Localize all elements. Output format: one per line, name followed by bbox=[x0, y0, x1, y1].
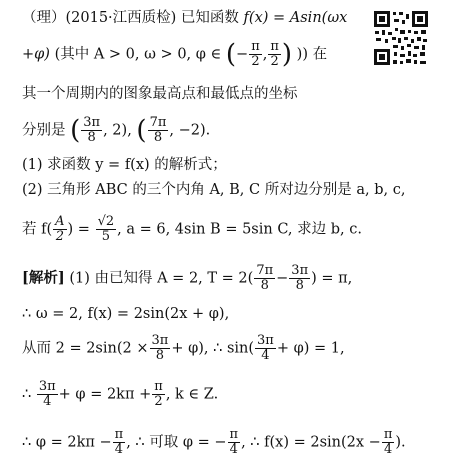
solution-line-4: ∴ $\frac{3\pi}{4}$ + φ = 2kπ + $\frac{\pi}{2}$ , k ∈ Z. bbox=[22, 379, 219, 409]
question-2-condition: 若 f( $\frac{A}{2}$ ) = $\frac{√2}{5}$ , a = 6, 4sin B = 5sin C, 求边 b, c. bbox=[22, 214, 362, 244]
solution-line-1: [解析] (1) 由已知得 A = 2, T = 2( $\frac{7\pi}{8}$ − $\frac{3\pi}{8}$ ) = π, bbox=[22, 263, 353, 293]
problem-line-1 bbox=[22, 8, 347, 28]
solution-line-2: ∴ ω = 2, f(x) = 2sin(2x + φ), bbox=[22, 306, 230, 322]
condition: (其中 A > 0, ω > 0, φ ∈ bbox=[54, 46, 222, 63]
problem-source: （理）(2015·江西质检) 已知函数 bbox=[22, 10, 239, 26]
solution-line-5: ∴ φ = 2kπ − $\frac{\pi}{4}$ , ∴ 可取 φ = − $\frac{\pi}{4}$ , ∴ f(x) = 2sin(2x − $\frac{\pi}{4}$ ). bbox=[22, 427, 406, 457]
problem-line-3: 其一个周期内的图象最高点和最低点的坐标 bbox=[22, 86, 298, 102]
problem-line-2: +φ) (其中 A > 0, ω > 0, φ ∈ (− $\frac{\pi}{2}$ , $\frac{\pi}{2}$ ) )) 在 bbox=[22, 39, 328, 70]
question-1: (1) 求函数 y = f(x) 的解析式； bbox=[22, 157, 227, 173]
qr-code-icon bbox=[373, 10, 429, 66]
point2-x: $\frac{7\pi}{8}$ bbox=[149, 115, 167, 145]
question-2: (2) 三角形 ABC 的三个内角 A, B, C 所对边分别是 a, b, c, bbox=[22, 182, 406, 198]
solution-label: [解析] bbox=[22, 269, 65, 287]
problem-line-4: 分别是 ( $\frac{3\pi}{8}$ , 2), ( $\frac{7\pi}{8}$ , −2). bbox=[22, 115, 211, 146]
solution-line-3: 从而 2 = 2sin(2 × $\frac{3\pi}{8}$ + φ), ∴ sin( $\frac{3\pi}{4}$ + φ) = 1, bbox=[22, 333, 345, 363]
function-def: f(x) = Asin(ωx bbox=[243, 10, 348, 26]
point1-x: $\frac{3\pi}{8}$ bbox=[83, 115, 101, 145]
